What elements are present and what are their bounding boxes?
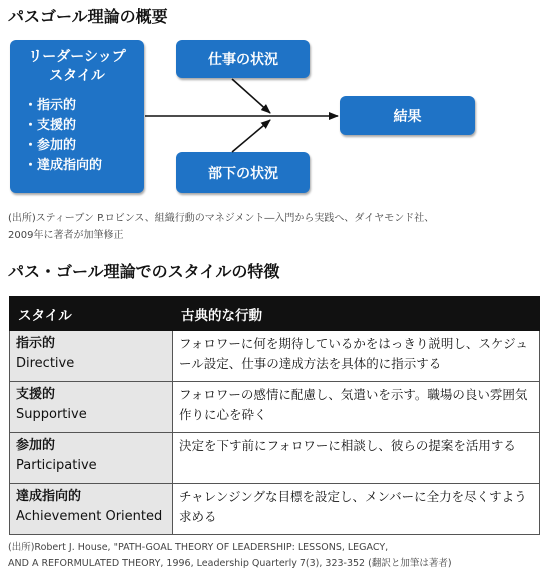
table-header-row: [10, 297, 540, 331]
style-cell: 指示的 Directive: [10, 331, 173, 382]
table-row: [10, 382, 540, 433]
job-situation-box: 仕事の状況: [176, 40, 310, 78]
table-row: [10, 331, 540, 382]
arrow-sub-to-center: [232, 120, 270, 152]
section-title: パス・ゴール理論でのスタイルの特徴: [8, 262, 280, 281]
subordinate-situation-box: 部下の状況: [176, 152, 310, 193]
behavior-cell: チャレンジングな目標を設定し、メンバーに全力を尽くすよう求める: [173, 484, 540, 535]
style-characteristics-table: [9, 296, 540, 535]
style-list-item: ・ 達成指向的: [24, 156, 144, 176]
style-cell: 参加的 Participative: [10, 433, 173, 484]
diagram-arrows: [0, 0, 550, 240]
style-list-item: ・ 支援的: [24, 116, 144, 136]
page-title: パスゴール理論の概要: [8, 7, 168, 26]
behavior-cell: フォロワーの感情に配慮し、気遣いを示す。職場の良い雰囲気作りに心を砕く: [173, 382, 540, 433]
style-list-item: ・ 参加的: [24, 136, 144, 156]
header-behavior: 古典的な行動: [173, 297, 540, 331]
header-style: スタイル: [10, 297, 173, 331]
arrow-job-to-center: [232, 79, 270, 113]
leadership-style-title: リーダーシップ スタイル: [28, 49, 126, 84]
table-row: [10, 433, 540, 484]
diagram-source-note: (出所)スティーブン P.ロビンス、組織行動のマネジメント―入門から実践へ、ダイヤモンド社、 2009年に著者が加筆修正: [8, 213, 435, 241]
table-row: [10, 484, 540, 535]
style-cell: 達成指向的 Achievement Oriented: [10, 484, 173, 535]
table-source-note: (出所)Robert J. House, "PATH-GOAL THEORY OF LEADERSHIP: LESSONS, LEGACY, AND A REFORMULATED THEORY, 1996, Leadership Quarterly 7(3), 323-352 (翻訳と加筆は著者): [8, 542, 452, 569]
style-cell: 支援的 Supportive: [10, 382, 173, 433]
style-list-item: ・ 指示的: [24, 96, 144, 116]
result-box: 結果: [340, 96, 475, 135]
behavior-cell: フォロワーに何を期待しているかをはっきり説明し、スケジュール設定、仕事の達成方法を具体的に指示する: [173, 331, 540, 382]
behavior-cell: 決定を下す前にフォロワーに相談し、彼らの提案を活用する: [173, 433, 540, 484]
